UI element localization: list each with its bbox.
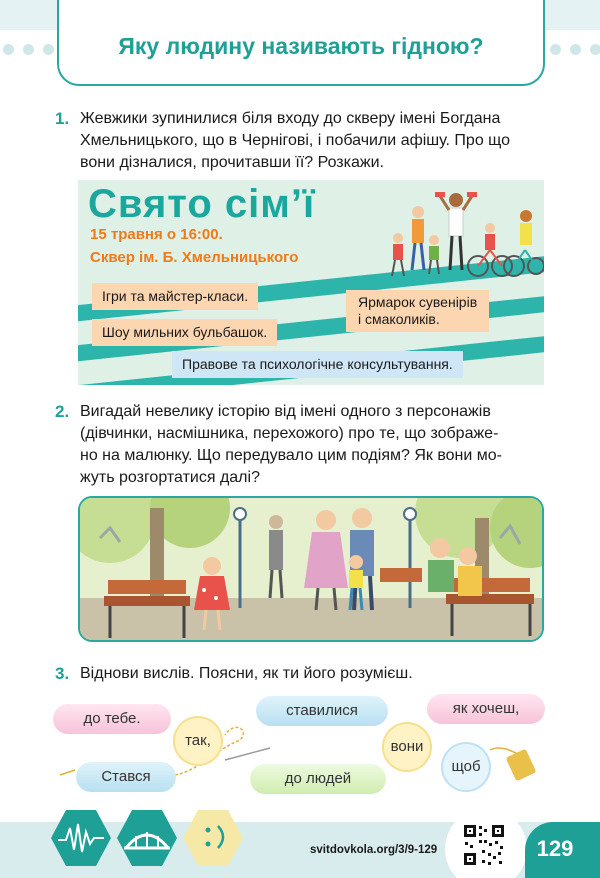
page-number: 129	[536, 836, 574, 861]
word-bubble-yak-khochesh[interactable]: як хочеш,	[427, 694, 545, 724]
task-3-text	[80, 663, 550, 685]
page-title: Яку людину називають гідною?	[118, 33, 484, 59]
festival-poster	[78, 180, 544, 385]
task-1-line: Жевжики зупинилися біля входу до скверу імені Богдана	[80, 110, 501, 127]
poster-tag-fair-line: Ярмарок сувенірів	[358, 294, 478, 310]
poster-tag-fair-line: і смаколиків.	[358, 311, 440, 327]
word-bubble-do-tebe[interactable]: до тебе.	[53, 704, 171, 734]
task-1-line: вони дізналися, прочитавши її? Розкажи.	[80, 154, 384, 171]
task-3-line: Віднови вислів. Поясни, як ти його розумієш.	[80, 665, 413, 682]
task-1-number: 1.	[55, 109, 70, 128]
word-bubble-vony[interactable]: вони	[382, 722, 432, 772]
park-illustration	[78, 496, 544, 642]
task-2-line: (дівчинки, насмішника, перехожого) про те, що зображе-	[80, 425, 499, 442]
poster-place: Сквер ім. Б. Хмельницького	[90, 249, 299, 266]
poster-date: 15 травня о 16:00.	[90, 226, 223, 243]
word-bubble-tak[interactable]: так,	[173, 716, 223, 766]
task-2-text	[80, 401, 550, 489]
title-banner	[57, 0, 545, 86]
word-bubble-do-liudei[interactable]: до людей	[250, 764, 386, 794]
task-2-line: Вигадай невелику історію від імені одного з персонажів	[80, 403, 491, 420]
task-2-line: жуть розгортатися далі?	[80, 469, 260, 486]
decor-dots-left	[3, 44, 54, 55]
family-illustration	[378, 186, 544, 278]
qr-code-icon[interactable]	[462, 823, 506, 867]
poster-tag-bubbles: Шоу мильних бульбашок.	[92, 319, 277, 346]
task-2-number: 2.	[55, 402, 70, 421]
poster-tag-fair	[346, 290, 489, 332]
task-1-line: Хмельницького, що в Чернігові, і побачили афішу. Про що	[80, 132, 511, 149]
park-scene	[80, 498, 544, 642]
sound-wave-icon[interactable]	[50, 808, 112, 868]
smile-icon[interactable]	[182, 808, 244, 868]
task-2-line: но на малюнку. Що передувало цим подіям? Як вони мо-	[80, 447, 502, 464]
footer-url[interactable]: svitdovkola.org/3/9-129	[310, 844, 438, 856]
word-bubble-stavsia[interactable]: Стався	[76, 762, 176, 792]
decor-dots-right	[550, 44, 600, 55]
poster-tag-consult: Правове та психологічне консультування.	[172, 351, 463, 378]
task-3-number: 3.	[55, 664, 70, 683]
bridge-icon[interactable]	[116, 808, 178, 868]
poster-title: Свято сім’ї	[88, 182, 316, 226]
word-bubble-shchob[interactable]: щоб	[441, 742, 491, 792]
poster-tag-games: Ігри та майстер-класи.	[92, 283, 258, 310]
word-bubble-stavylysia[interactable]: ставилися	[256, 696, 388, 726]
task-1-text	[80, 108, 550, 174]
